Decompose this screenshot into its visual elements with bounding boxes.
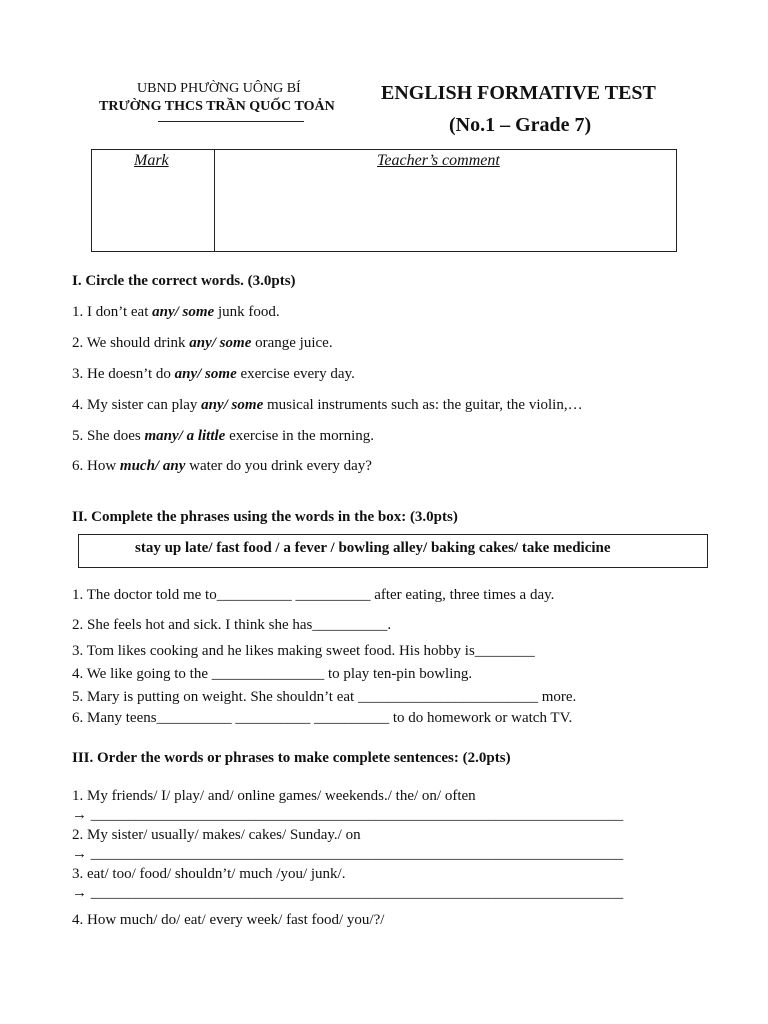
- answer-line[interactable]: → _______________________________________________________________________: [72, 846, 624, 862]
- school-underline-divider: [158, 121, 304, 122]
- section3-item: 3. eat/ too/ food/ shouldn’t/ much /you/ junk/.: [72, 866, 346, 882]
- word-box-text: stay up late/ fast food / a fever / bowling alley/ baking cakes/ take medicine: [135, 540, 611, 556]
- teacher-comment-label: Teacher’s comment: [377, 152, 500, 169]
- section2-item[interactable]: 6. Many teens__________ __________ __________ to do homework or watch TV.: [72, 710, 573, 726]
- section1-item: 3. He doesn’t do any/ some exercise every day.: [72, 366, 355, 382]
- answer-choice[interactable]: many/ a little: [144, 428, 226, 444]
- school-name-line1: UBND PHƯỜNG UÔNG BÍ: [137, 81, 301, 96]
- answer-line[interactable]: → _______________________________________________________________________: [72, 807, 624, 823]
- section3-item: 2. My sister/ usually/ makes/ cakes/ Sunday./ on: [72, 827, 361, 843]
- section3-item: 1. My friends/ I/ play/ and/ online games/ weekends./ the/ on/ often: [72, 788, 476, 804]
- section2-item[interactable]: 3. Tom likes cooking and he likes making sweet food. His hobby is________: [72, 643, 535, 659]
- test-subtitle: (No.1 – Grade 7): [449, 114, 592, 136]
- test-title: ENGLISH FORMATIVE TEST: [381, 82, 656, 104]
- section1-item: 4. My sister can play any/ some musical instruments such as: the guitar, the violin,…: [72, 397, 583, 413]
- section1-item: 6. How much/ any water do you drink every day?: [72, 458, 372, 474]
- mark-label: Mark: [134, 152, 169, 169]
- answer-choice[interactable]: any/ some: [152, 304, 215, 320]
- section1-title: I. Circle the correct words. (3.0pts): [72, 273, 296, 289]
- section3-title: III. Order the words or phrases to make complete sentences: (2.0pts): [72, 750, 511, 766]
- section2-item[interactable]: 4. We like going to the _______________ to play ten-pin bowling.: [72, 666, 473, 682]
- mark-comment-table: [91, 149, 677, 252]
- section1-item: 5. She does many/ a little exercise in the morning.: [72, 428, 375, 444]
- word-box: [78, 534, 708, 568]
- section1-item: 1. I don’t eat any/ some junk food.: [72, 304, 280, 320]
- answer-choice[interactable]: much/ any: [119, 458, 186, 474]
- section2-item[interactable]: 5. Mary is putting on weight. She shouldn’t eat ________________________ more.: [72, 689, 577, 705]
- answer-choice[interactable]: any/ some: [174, 366, 237, 382]
- section1-item: 2. We should drink any/ some orange juice.: [72, 335, 333, 351]
- table-divider: [214, 150, 215, 251]
- section2-item[interactable]: 1. The doctor told me to__________ __________ after eating, three times a day.: [72, 587, 555, 603]
- answer-line[interactable]: → _______________________________________________________________________: [72, 885, 624, 901]
- section2-item[interactable]: 2. She feels hot and sick. I think she has__________.: [72, 617, 392, 633]
- answer-choice[interactable]: any/ some: [201, 397, 264, 413]
- school-name-line2: TRƯỜNG THCS TRẦN QUỐC TOẢN: [99, 99, 335, 114]
- section3-item: 4. How much/ do/ eat/ every week/ fast food/ you/?/: [72, 912, 385, 928]
- section2-title: II. Complete the phrases using the words in the box: (3.0pts): [72, 509, 458, 525]
- answer-choice[interactable]: any/ some: [189, 335, 252, 351]
